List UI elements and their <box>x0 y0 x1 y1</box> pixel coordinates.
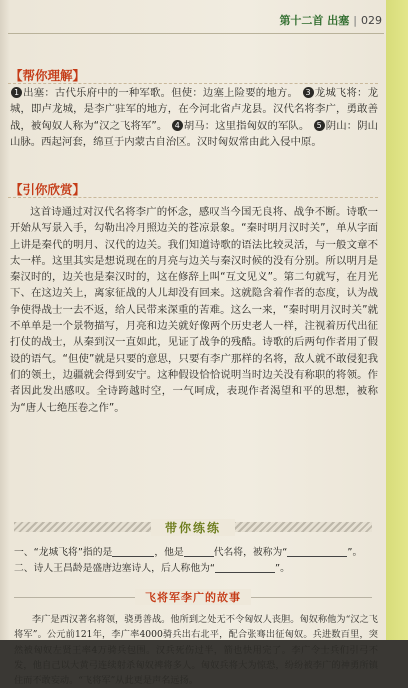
note-number-1: 1 <box>11 87 22 98</box>
q1-text-d: ”。 <box>347 547 363 558</box>
q2-text-a: 二、诗人王昌龄是盛唐边塞诗人，后人称他为“ <box>14 563 216 574</box>
note-3: 龙城飞将：龙城，即卢龙城，是李广驻军的地方，在今河北省卢龙县。汉代名将李广，勇敢善战，被匈奴人称为“汉之飞将军”。 <box>10 87 379 132</box>
header-separator: | <box>353 13 357 27</box>
page-number: 029 <box>361 13 382 27</box>
exercise-title: 带你练练 <box>151 519 235 536</box>
story-title: 飞将军李广的故事 <box>135 589 251 605</box>
q2-blank-1[interactable] <box>215 562 275 573</box>
appreciation-body: 这首诗通过对汉代名将李广的怀念，感叹当今国无良将、战争不断。诗歌一开始从写景入手，勾勒出冷月照边关的苍凉景象。“秦时明月汉时关”，单从字面上讲是秦代的明月、汉代的边关。我们知道诗歌的语法比较灵活，与一般文章不太一样。这里其实是想说现在的月亮与边关与秦汉时候的没有分别。所以明月是秦汉时的，边关也是秦汉时的，这在修辞上叫“互文见义”。第二句就写，在月光下、在这边关上，离家征战的人儿却没有回来。这就隐含着作者的态度，认为战争使得战士一去不返，给人民带来深重的苦难。这么一来，“秦时明月汉时关”就不单单是一个景物描写，月亮和边关就好像两个历史老人一样，注视着历代出征打仗的战士，从秦到汉一直如此，见证了战争的残酷。诗歌的后两句作者用了假设的语气。“但使”就是只要的意思，只要有李广那样的名将，敌人就不敢侵犯我们的领土，边疆就会得到安宁。这种假设恰恰说明当时边关没有称职的将领。作者因此发出感叹。全诗跨越时空，一气呵成，表现作者渴望和平的思想，被称为“唐人七绝压卷之作”。 <box>10 206 378 414</box>
side-color-tab <box>386 0 408 640</box>
exercise-question-2 <box>14 560 378 574</box>
story-text <box>14 612 378 688</box>
q1-text-a: 一、“龙城飞将”指的是 <box>14 547 113 558</box>
story-body: 李广是西汉著名将领，骁勇善战。他所到之处无不令匈奴人丧胆。匈奴称他为“汉之飞将军”。公元前121年，李广率4000骑兵出右北平，配合张骞出征匈奴。兵进数百里，突然被匈奴左贤王率4万骑兵包围。汉兵死伤过半，箭也快用完了。李广令士兵们引弓不发，他自己以大黄弓连续射杀匈奴裨将多人。匈奴兵将大为惊恐，纷纷被李广的神勇所镇住而不敢妄动。“飞将军”从此更是声名远扬。 <box>14 614 378 687</box>
appreciation-section-title: 【引你欣赏】 <box>10 182 86 197</box>
appreciation-section-divider <box>8 197 378 199</box>
appreciation-text <box>10 204 378 416</box>
note-number-3: 3 <box>303 87 314 98</box>
page-header <box>279 12 382 28</box>
note-1: 出塞：古代乐府中的一种军歌。但使：边塞上险要的地方。 <box>23 87 299 99</box>
q1-blank-3[interactable] <box>287 546 347 557</box>
exercise-banner <box>14 518 372 536</box>
header-divider <box>8 33 384 34</box>
note-4: 胡马：这里指匈奴的军队。 <box>183 119 310 132</box>
help-notes <box>10 85 378 150</box>
exercise-question-1 <box>14 544 378 558</box>
q1-blank-2[interactable] <box>184 546 214 557</box>
q1-text-b: ，他是 <box>154 547 184 558</box>
chapter-title: 第十二首 出塞 <box>279 14 350 27</box>
q1-blank-1[interactable] <box>112 546 154 557</box>
note-number-5: 5 <box>314 120 325 131</box>
q2-text-b: ”。 <box>275 563 290 574</box>
note-5: 阴山：阴山山脉。西起河套，绵亘于内蒙古自治区。汉时匈奴常由此入侵中原。 <box>10 119 379 148</box>
story-banner <box>14 588 372 606</box>
help-section-title: 【帮你理解】 <box>10 68 86 83</box>
note-number-4: 4 <box>172 120 183 131</box>
q1-text-c: 代名将，被称为“ <box>213 547 288 558</box>
